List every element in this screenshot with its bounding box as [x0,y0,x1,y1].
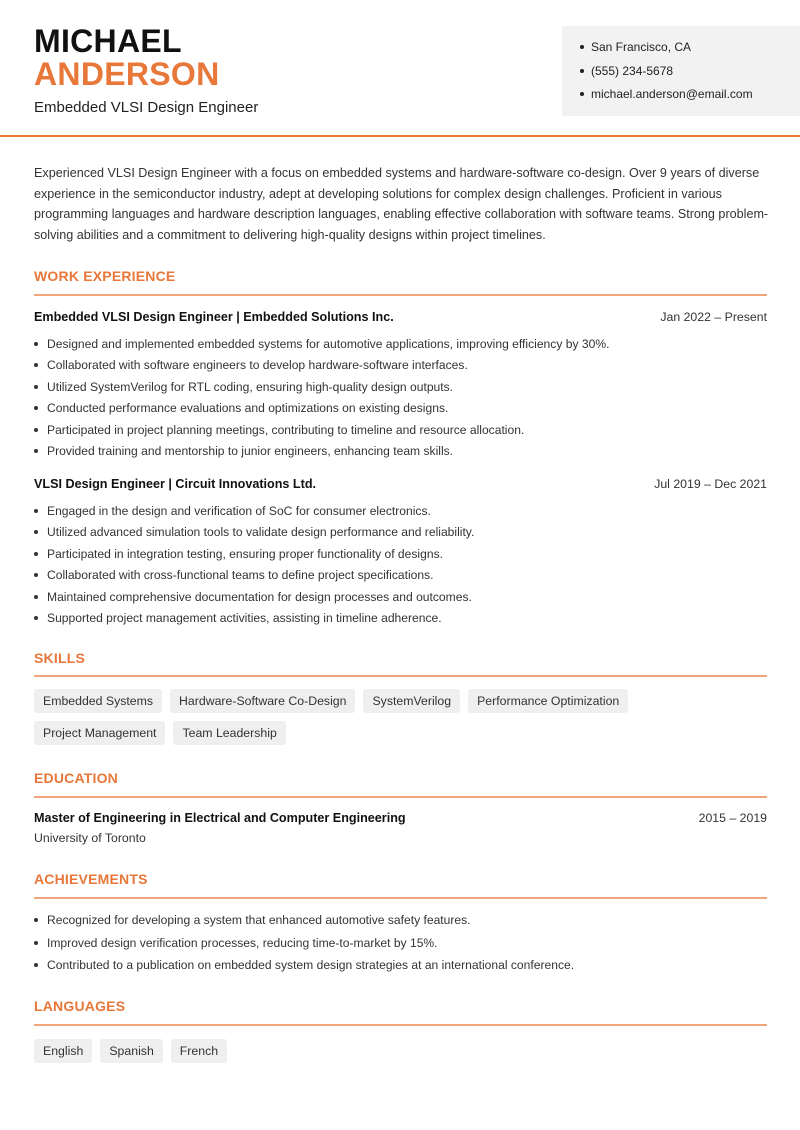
section-divider [34,294,767,296]
achievements-list [34,912,767,980]
bullet-text: Maintained comprehensive documentation for design processes and outcomes. [47,589,472,604]
list-item [34,589,767,610]
bullet-text: Provided training and mentorship to junior engineers, enhancing team skills. [47,443,454,458]
bullet-text: Designed and implemented embedded systems for automotive applications, improving efficiency by 30%. [47,337,610,351]
language-tag: Spanish [100,1039,162,1063]
skill-tag: Team Leadership [173,721,285,745]
education-header [34,811,767,825]
bullet-text: Supported project management activities, assisting in timeline adherence. [47,610,442,625]
list-item [34,912,767,935]
bullet-dot [34,918,38,922]
bullet-text: Participated in integration testing, ensuring proper functionality of designs. [47,546,443,561]
section-title-achievements: ACHIEVEMENTS [34,871,148,887]
skill-tag: Project Management [34,721,165,745]
section-title-education: EDUCATION [34,770,118,786]
bullet-text: Utilized SystemVerilog for RTL coding, ensuring high-quality design outputs. [47,379,454,394]
list-item [34,336,767,357]
section-divider [34,897,767,899]
skill-tag: SystemVerilog [363,689,460,713]
languages-list [34,1039,767,1063]
bullet-dot [34,385,38,389]
list-item [34,935,767,958]
job-dates: Jul 2019 – Dec 2021 [654,477,767,491]
job-role: Embedded VLSI Design Engineer | Embedded Solutions Inc. [34,310,394,324]
job-header [34,477,767,491]
list-item [34,422,767,443]
bullet-dot [34,552,38,556]
list-item [34,524,767,545]
job-bullets [34,503,767,631]
list-item [34,610,767,631]
bullet-text: Recognized for developing a system that enhanced automotive safety features. [47,913,471,927]
job-header [34,310,767,324]
bullet-text: Contributed to a publication on embedded system design strategies at an international conference. [47,958,575,972]
list-item [34,503,767,524]
job-dates: Jan 2022 – Present [660,310,767,324]
list-item [34,546,767,567]
job-bullets [34,336,767,464]
bullet-dot [34,509,38,513]
list-item [34,379,767,400]
bullet-dot [34,616,38,620]
bullet-dot [34,963,38,967]
degree-name: Master of Engineering in Electrical and Computer Engineering [34,811,406,825]
bullet-dot [580,92,584,96]
bullet-dot [580,45,584,49]
skill-tag: Hardware-Software Co-Design [170,689,355,713]
phone-text: (555) 234-5678 [591,63,674,78]
bullet-text: Improved design verification processes, reducing time-to-market by 15%. [47,935,438,950]
first-name: MICHAEL [34,23,182,59]
section-title-skills: SKILLS [34,650,85,666]
contact-location [580,39,800,63]
list-item [34,567,767,588]
section-divider [34,796,767,798]
bullet-dot [34,941,38,945]
skills-list [34,689,767,745]
bullet-text: Collaborated with software engineers to develop hardware-software interfaces. [47,358,468,373]
bullet-dot [34,573,38,577]
bullet-text: Collaborated with cross-functional teams to define project specifications. [47,568,434,583]
language-tag: English [34,1039,92,1063]
skill-tag: Embedded Systems [34,689,162,713]
last-name: ANDERSON [34,56,220,92]
section-divider [34,1024,767,1026]
bullet-dot [34,363,38,367]
bullet-dot [34,342,38,346]
bullet-text: Engaged in the design and verification of SoC for consumer electronics. [47,504,431,518]
contact-email [580,86,800,110]
job-role: VLSI Design Engineer | Circuit Innovations Ltd. [34,477,317,491]
bullet-dot [34,406,38,410]
skill-tag: Performance Optimization [468,689,628,713]
professional-summary: Experienced VLSI Design Engineer with a focus on embedded systems and hardware-software co-design. Over 9 years of diverse experience in the semiconductor industry, adept at developing solutions for complex design challenges. Proficient in various programming languages and hardware description languages, enabling effective collaboration with software teams. Strong problem-solving abilities and a commitment to delivering high-quality designs within project timelines. [34,166,769,243]
list-item [34,400,767,421]
list-item [34,357,767,378]
location-text: San Francisco, CA [591,40,692,54]
section-title-work: WORK EXPERIENCE [34,268,176,284]
contact-box [562,26,800,116]
bullet-dot [34,595,38,599]
list-item [34,443,767,464]
bullet-text: Participated in project planning meetings, contributing to timeline and resource allocation. [47,422,525,437]
bullet-text: Conducted performance evaluations and optimizations on existing designs. [47,401,449,416]
resume-header [0,0,800,137]
email-text: michael.anderson@email.com [591,87,753,101]
section-divider [34,675,767,677]
job-title: Embedded VLSI Design Engineer [34,99,259,116]
school-name: University of Toronto [34,831,146,845]
bullet-dot [34,449,38,453]
language-tag: French [171,1039,227,1063]
education-years: 2015 – 2019 [698,811,767,825]
bullet-dot [580,69,584,73]
bullet-dot [34,530,38,534]
section-title-languages: LANGUAGES [34,998,126,1014]
bullet-dot [34,428,38,432]
bullet-text: Utilized advanced simulation tools to validate design performance and reliability. [47,525,475,540]
contact-phone [580,63,800,87]
list-item [34,957,767,980]
